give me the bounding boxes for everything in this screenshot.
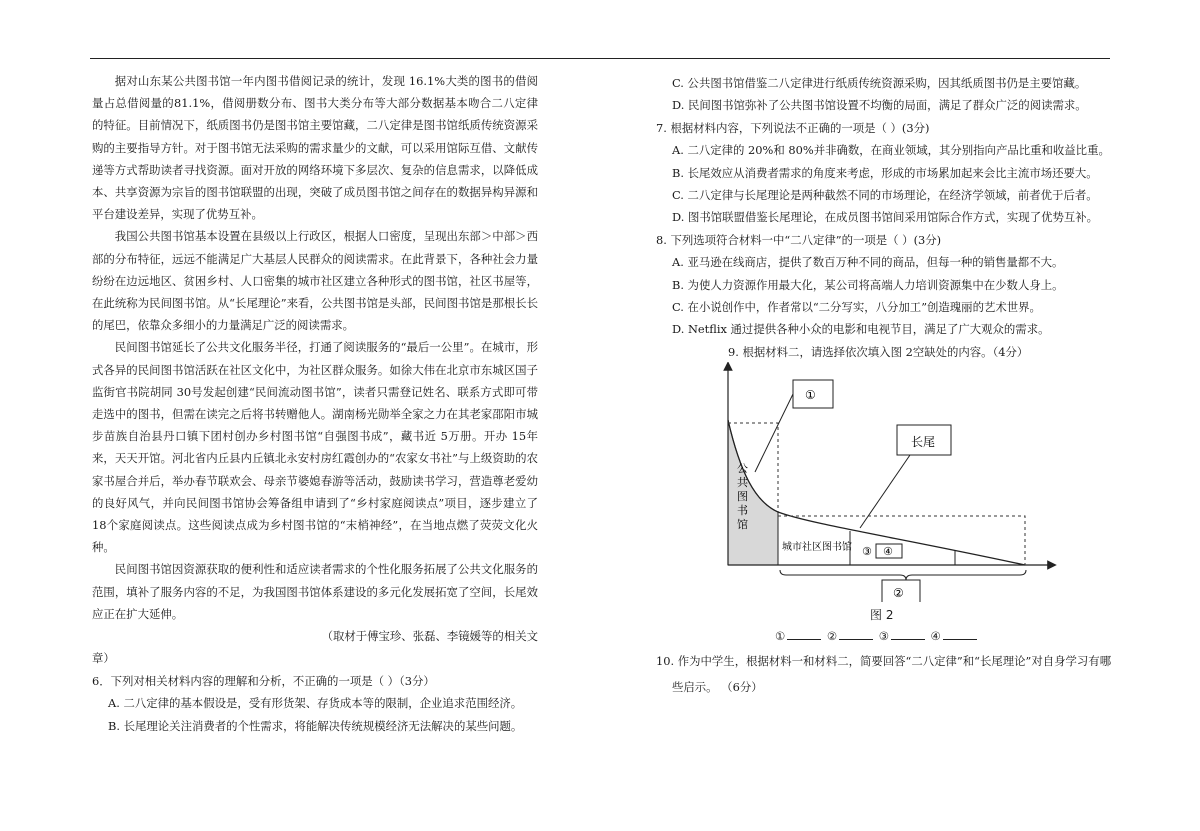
question-6-option-c: C. 公共图书馆借鉴二八定律进行纸质传统资源采购，因其纸质图书仍是主要馆藏。 [672,76,1087,90]
question-6-option-d: D. 民间图书馆弥补了公共图书馆设置不均衡的局面，满足了群众广泛的阅读需求。 [672,98,1087,113]
long-tail-pointer [860,455,910,528]
blank-4-marker: ④ [883,545,893,558]
left-column [92,70,538,737]
head-label-char-3: 图 [737,490,748,503]
long-tail-diagram [700,362,1060,602]
question-7: 7. 根据材料内容，下列说法不正确的一项是（ ）(3分) [656,120,930,135]
blank-3-marker: ③ [862,545,872,558]
right-column [656,72,1112,363]
question-8-option-b: B. 为使人力资源作用最大化，某公司将高端人力培训资源集中在少数人身上。 [672,277,1064,292]
blank-label-2: ② [826,629,838,643]
long-tail-label: 长尾 [911,435,936,449]
question-9: 9. 根据材料二，请选择依次填入图 2空缺处的内容。（4分） [728,344,1029,359]
answer-blank-1[interactable] [787,629,821,640]
question-8-option-a: A. 亚马逊在线商店，提供了数百万种不同的商品，但每一种的销售量都不大。 [672,255,1064,270]
question-8-option-c: C. 在小说创作中，作者常以“二分写实，八分加工”创造瑰丽的艺术世界。 [672,300,1041,315]
paragraph-2: 我国公共图书馆基本设置在县级以上行政区，根据人口密度，呈现出东部＞中部＞西部的分布特征，远远不能满足广大基层人民群众的阅读需求。在此背景下，各种社会力量纷纷在边远地区、贫困乡村、人口密集的城市社区建立各种形式的图书馆，社区书屋等，在此统称为民间图书馆。从“长尾理论”来看，公共图书馆是头部，民间图书馆是那根长长的尾巴，依靠众多细小的力量满足广泛的阅读需求。 [92,229,538,333]
source-note-end: 章） [92,651,115,666]
answer-blank-3[interactable] [891,629,925,640]
question-6: 6．下列对相关材料内容的理解和分析，不正确的一项是（ ）（3分） [92,673,435,688]
question-6-option-a: A. 二八定律的基本假设是，受有形货架、存货成本等的限制，企业追求范围经济。 [108,696,523,711]
long-tail-figure [700,362,1060,606]
head-label-char-2: 共 [737,476,748,489]
question-7-option-c: C. 二八定律与长尾理论是两种截然不同的市场理论，在经济学领域，前者优于后者。 [672,188,1098,203]
top-rule [90,58,1110,59]
question-7-option-a: A. 二八定律的 20%和 80%并非确数，在商业领域，其分别指向产品比重和收益比重。 [672,143,1110,158]
blank-1-marker: ① [805,388,816,402]
answer-blanks [775,629,979,643]
blank-2-marker: ② [893,586,904,600]
answer-blank-2[interactable] [839,629,873,640]
community-library-label: 城市社区图书馆 [782,542,852,553]
head-label [737,462,748,531]
tail-brace [780,570,1026,580]
question-10-end: 些启示。 （6分） [672,680,763,695]
head-region [728,420,778,565]
blank-label-1: ① [775,629,786,643]
answer-blank-4[interactable] [943,629,977,640]
question-7-option-b: B. 长尾效应从消费者需求的角度来考虑，形成的市场累加起来会比主流市场还要大。 [672,165,1098,180]
question-10: 10. 作为中学生，根据材料一和材料二，简要回答“二八定律”和“长尾理论”对自身学习有哪 [656,654,1112,668]
question-6-option-b: B. 长尾理论关注消费者的个性需求，将能解决传统规模经济无法解决的某些问题。 [108,718,523,733]
question-8: 8. 下列选项符合材料一中“二八定律”的一项是（ ）(3分) [656,232,942,247]
figure-caption: 图 2 [870,608,894,622]
head-label-char-5: 馆 [737,518,748,531]
question-8-option-d: D. Netflix 通过提供各种小众的电影和电视节目，满足了广大观众的需求。 [672,322,1050,337]
paragraph-4: 民间图书馆因资源获取的便利性和适应读者需求的个性化服务拓展了公共文化服务的范围，填补了服务内容的不足，为我国图书馆体系建设的多元化发展拓宽了空间，长尾效应正在扩大延伸。 [92,562,538,621]
question-7-option-d: D. 图书馆联盟借鉴长尾理论，在成员图书馆间采用馆际合作方式，实现了优势互补。 [672,210,1099,225]
blank-label-4: ④ [930,629,941,643]
paragraph-1: 据对山东某公共图书馆一年内图书借阅记录的统计，发现 16.1%大类的图书的借阅量占总借阅量的81.1%，借阅册数分布、图书大类分布等大部分数据基本吻合二八定律的特征。目前情况下，纸质图书仍是图书馆主要馆藏，二八定律是图书馆纸质传统资源采购的主要指导方针。对于图书馆无法采购的需求量少的文献，可以采用馆际互借、文献传递等方式帮助读者寻找资源。面对开放的网络环境下多层次、复杂的信息需求，以降低成本、共享资源为宗旨的图书馆联盟的出现，突破了成员图书馆之间存在的数据异构异源和平台建设差异，实现了优势互补。 [92,74,538,222]
paragraph-3: 民间图书馆延长了公共文化服务半径，打通了阅读服务的“最后一公里”。在城市，形式各异的民间图书馆活跃在社区文化中，为社区群众服务。如徐大伟在北京市东城区国子监街官书院胡同 30号发起创建“民间流动图书馆”，读者只需登记姓名、联系方式即可带走选中的图书，但需在读完之后将书转赠他人。湖南杨光勋举全家之力在其老家邵阳市城步苗族自治县丹口镇下团村创办乡村图书馆“自强图书成”，藏书近 5万册。开办 15年来，天天开馆。河北省内丘县内丘镇北永安村房红霞创办的“农家女书社”与上级资助的农家书屋合并后，举办春节联欢会、母亲节婆媳春游等活动，鼓励读书学习，营造尊老爱幼的良好风气，并向民间图书馆协会筹备组申请到了“乡村家庭阅读点”项目，逐步建立了 18个家庭阅读点。这些阅读点成为乡村图书馆的“末梢神经”，在当地点燃了荧荧文化火种。 [92,340,538,555]
blank-label-3: ③ [878,629,889,643]
question-10-block [656,650,1112,699]
head-label-char-4: 书 [737,504,748,517]
source-note: （取材于傅宝珍、张磊、李镜媛等的相关文 [321,629,538,644]
blank-1-pointer [755,394,793,472]
head-label-char-1: 公 [737,462,748,475]
